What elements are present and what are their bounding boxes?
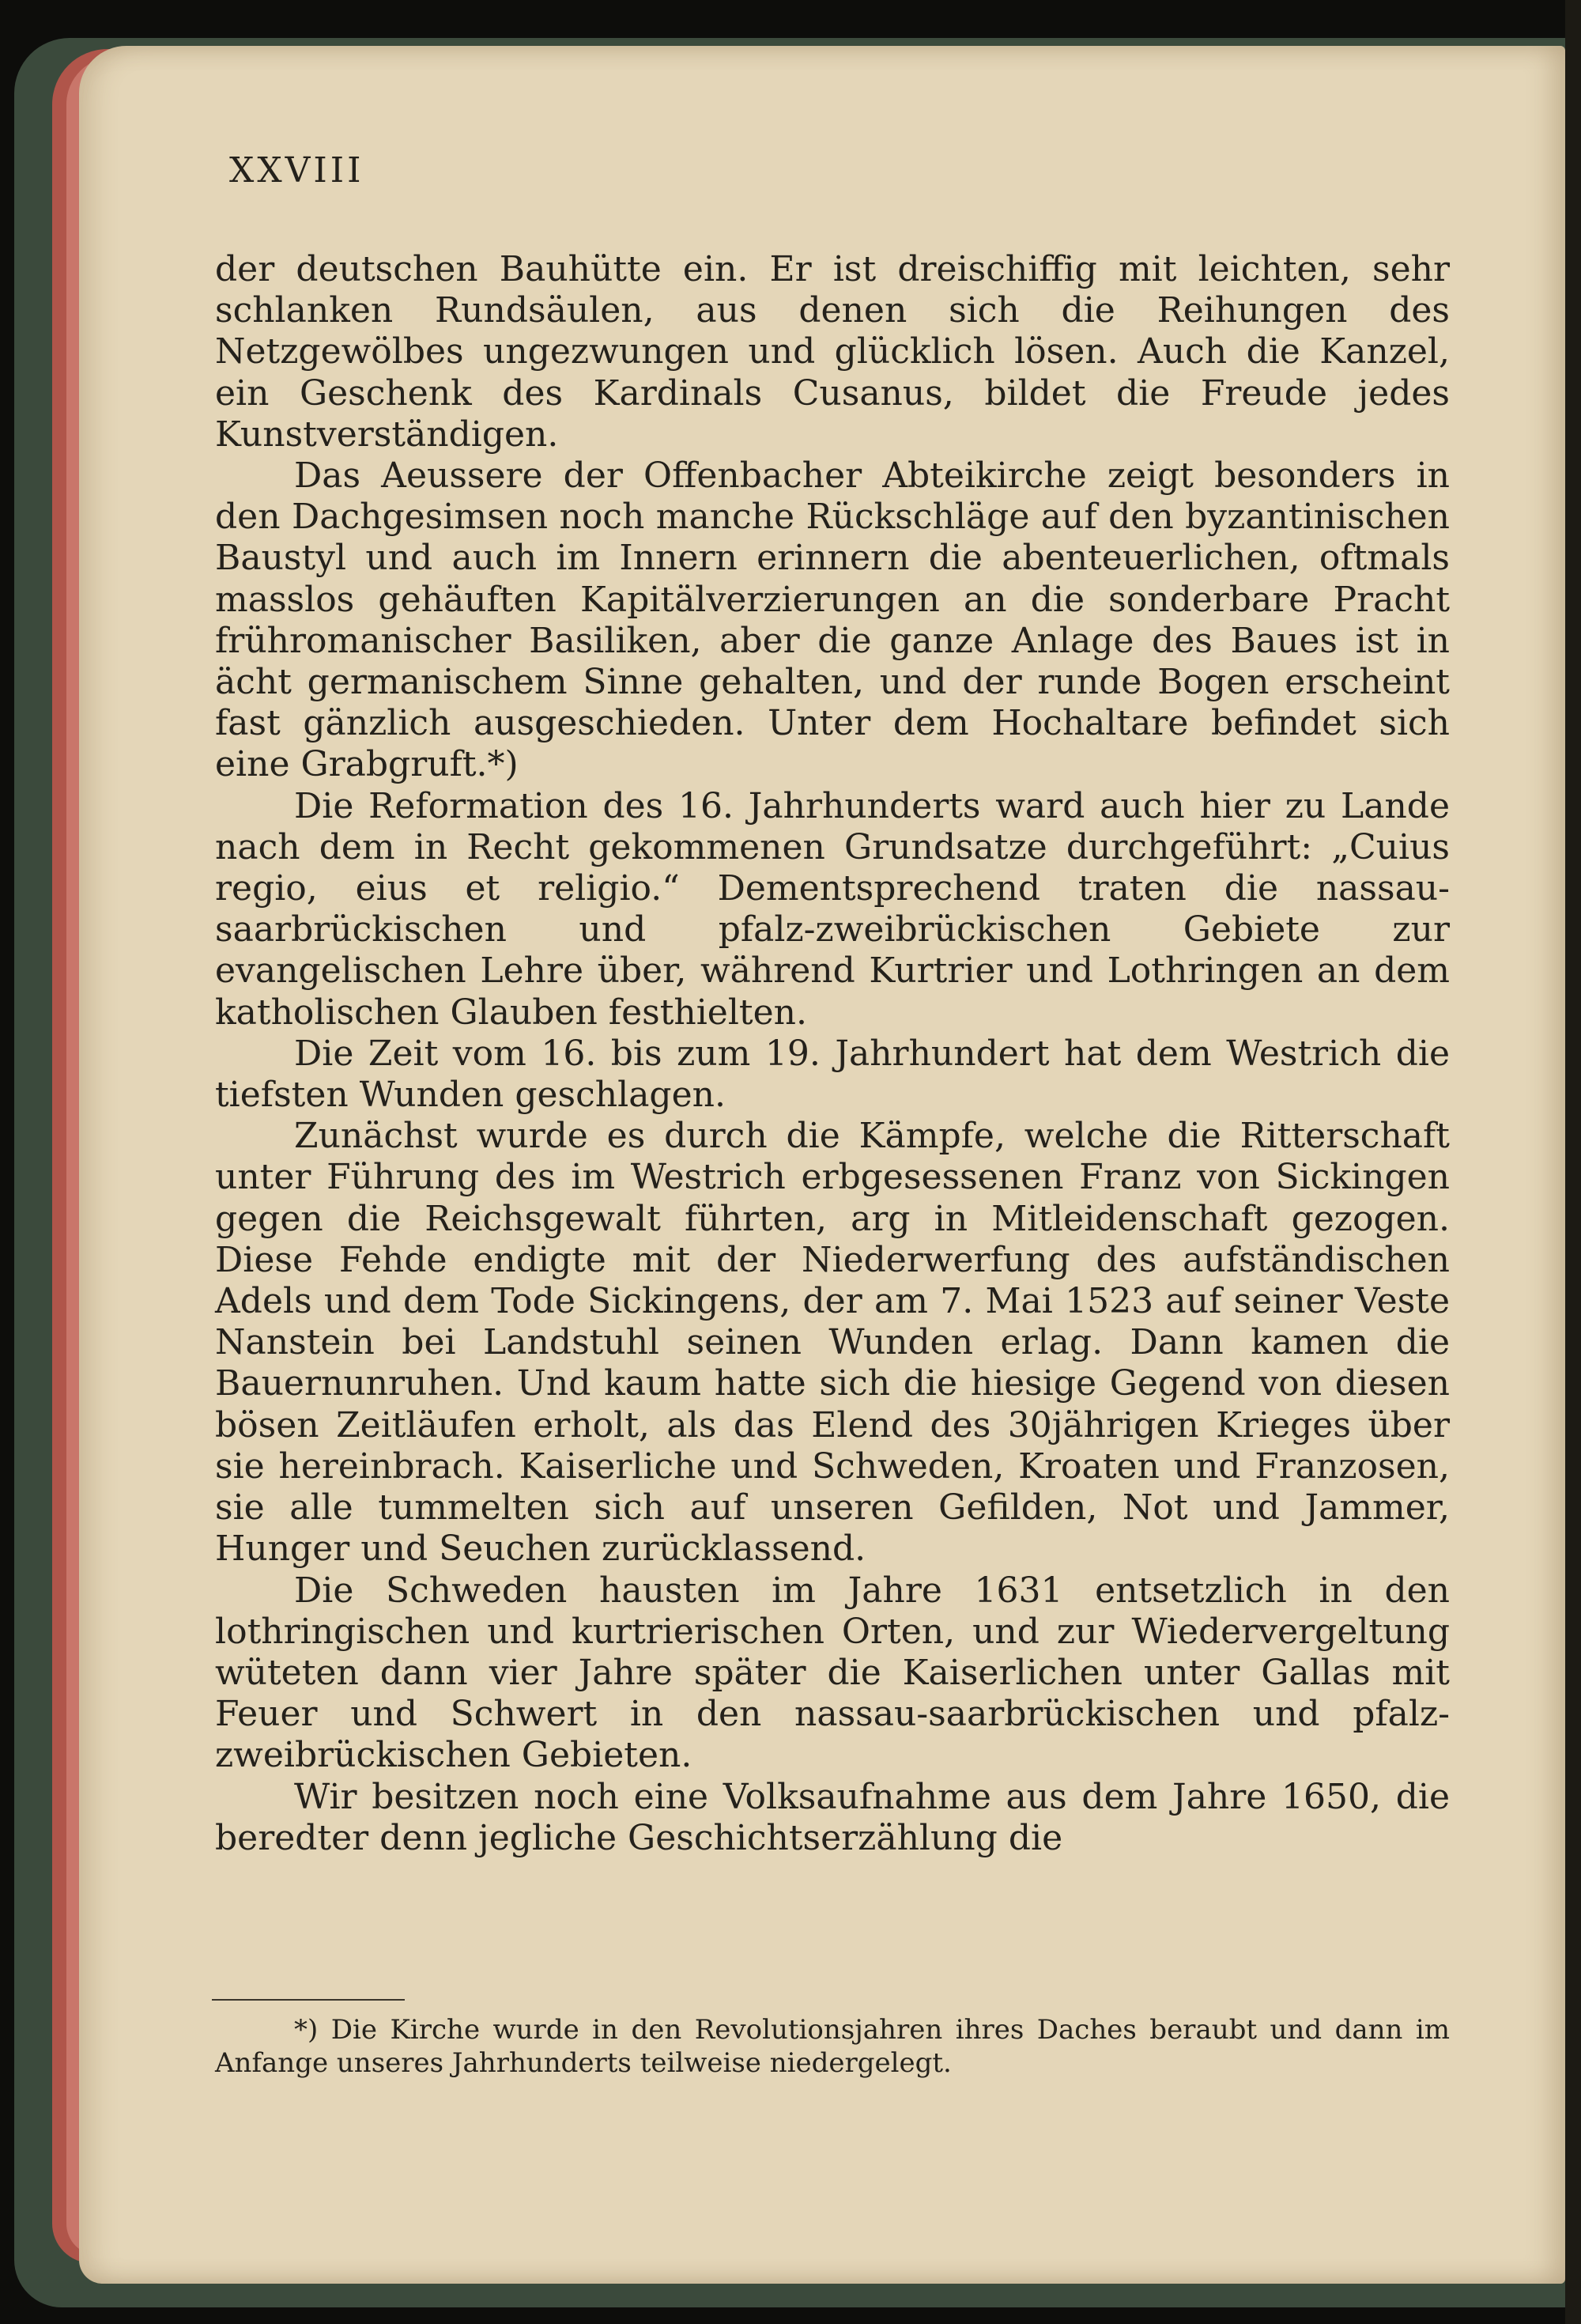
footnote: *) Die Kirche wurde in den Revolutionsjahren ihres Daches beraubt und dann im Anfange unseres Jahrhunderts teilweise niedergelegt. — [215, 2014, 1450, 2079]
paragraph-2: Das Aeussere der Offenbacher Abteikirche zeigt besonders in den Dachgesimsen noch manche Rückschläge auf den byzantinischen Baustyl und auch im Innern erinnern die abenteuerlichen, oftmals masslos gehäuften Kapitälverzierungen an die sonderbare Pracht frühromanischer Basiliken, aber die ganze Anlage des Baues ist in ächt germanischem Sinne gehalten, und der runde Bogen erscheint fast gänzlich ausgeschieden. Unter dem Hochaltare befindet sich eine Grabgruft.*) — [215, 455, 1450, 785]
paragraph-5: Zunächst wurde es durch die Kämpfe, welche die Ritterschaft unter Führung des im Westrich erbgesessenen Franz von Sickingen gegen die Reichsgewalt führten, arg in Mitleidenschaft gezogen. Diese Fehde endigte mit der Niederwerfung des aufständischen Adels und dem Tode Sickingens, der am 7. Mai 1523 auf seiner Veste Nanstein bei Landstuhl seinen Wunden erlag. Dann kamen die Bauernunruhen. Und kaum hatte sich die hiesige Gegend von diesen bösen Zeitläufen erholt, als das Elend des 30jährigen Krieges über sie hereinbrach. Kaiserliche und Schweden, Kroaten und Franzosen, sie alle tummelten sich auf unseren Gefilden, Not und Jammer, Hunger und Seuchen zurücklassend. — [215, 1116, 1450, 1570]
paragraph-3: Die Reformation des 16. Jahrhunderts ward auch hier zu Lande nach dem in Recht gekommenen Grundsatze durchgeführt: „Cuius regio, eius et religio.“ Dementsprechend traten die nassau-saarbrückischen und pfalz-zweibrückischen Gebiete zur evangelischen Lehre über, während Kurtrier und Lothringen an dem katholischen Glauben festhielten. — [215, 785, 1450, 1033]
paragraph-7: Wir besitzen noch eine Volksaufnahme aus dem Jahre 1650, die beredter denn jegliche Geschichtserzählung die — [215, 1776, 1450, 1858]
paragraph-1: der deutschen Bauhütte ein. Er ist dreischiffig mit leichten, sehr schlanken Rundsäulen, aus denen sich die Reihungen des Netzgewölbes ungezwungen und glücklich lösen. Auch die Kanzel, ein Geschenk des Kardinals Cusanus, bildet die Freude jedes Kunstverständigen. — [215, 249, 1450, 455]
paragraph-6: Die Schweden hausten im Jahre 1631 entsetzlich in den lothringischen und kurtrierischen Orten, und zur Wiedervergeltung wüteten dann vier Jahre später die Kaiserlichen unter Gallas mit Feuer und Schwert in den nassau-saarbrückischen und pfalz-zweibrückischen Gebieten. — [215, 1570, 1450, 1776]
body-text — [215, 249, 1450, 1859]
page-number: XXVIII — [229, 150, 364, 191]
paragraph-4: Die Zeit vom 16. bis zum 19. Jahrhundert hat dem Westrich die tiefsten Wunden geschlagen. — [215, 1033, 1450, 1116]
book-spine-edge — [1565, 0, 1581, 2324]
footnote-rule — [212, 1999, 405, 2001]
